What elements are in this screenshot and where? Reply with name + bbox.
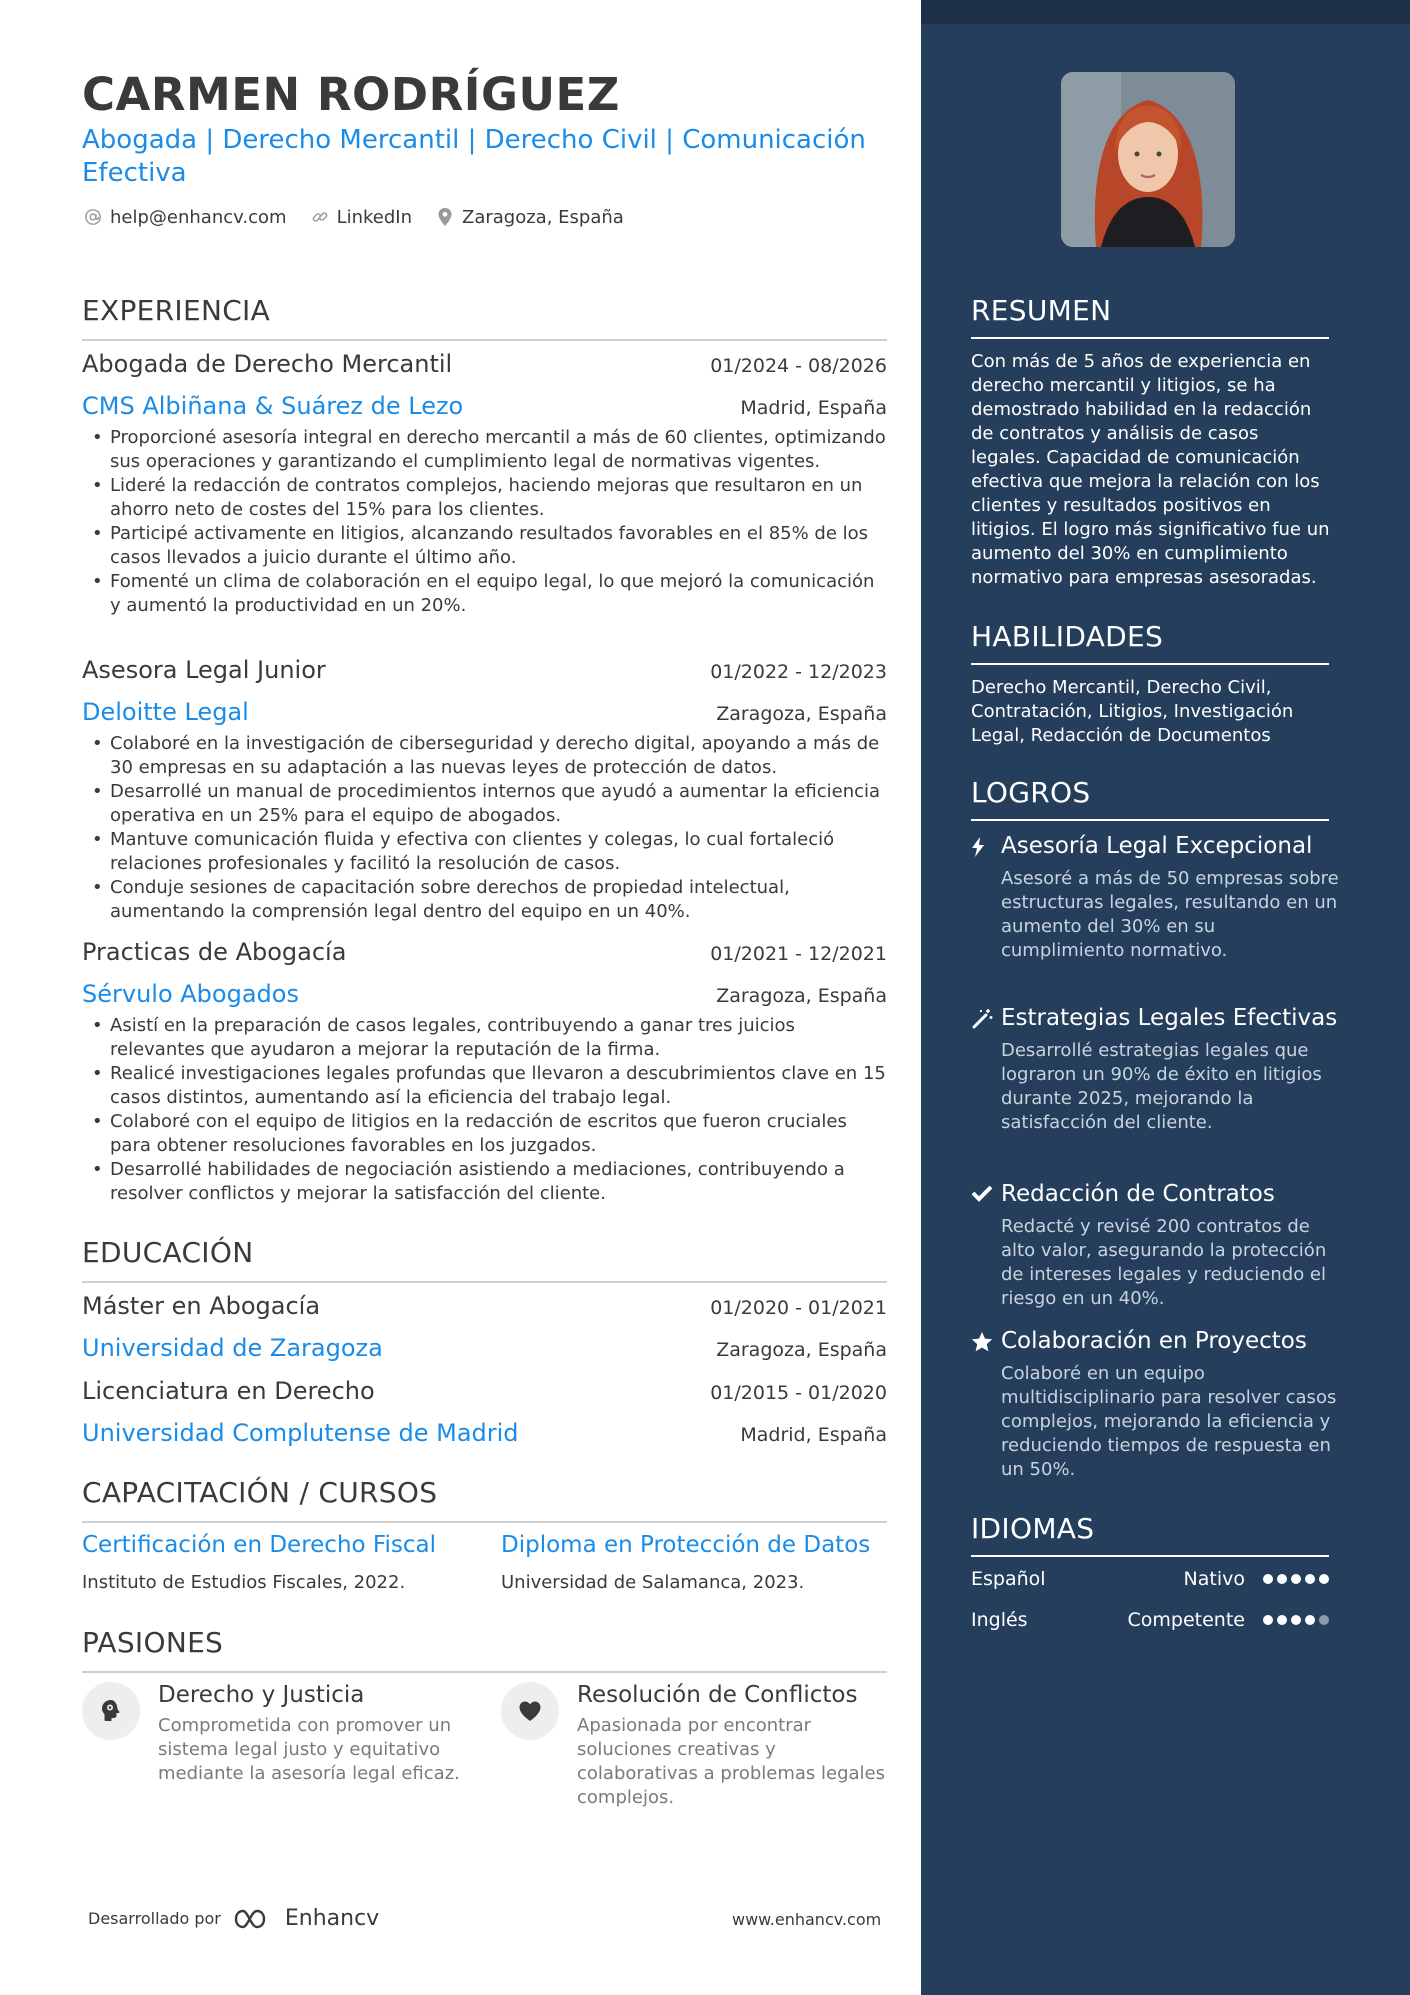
bullet: • Colaboré con el equipo de litigios en la redacción de escritos que fueron cruciales para obtener resoluciones favorables en los juzgados. (82, 1110, 887, 1158)
achievement-title: Colaboración en Proyectos (1001, 1328, 1307, 1354)
job-location: Madrid, España (740, 397, 887, 419)
enhancv-logo-icon (233, 1907, 279, 1931)
location-text: Zaragoza, España (462, 206, 624, 228)
bullet: • Lideré la redacción de contratos complejos, haciendo mejoras que resultaron en un ahorro neto de costes del 15% para los clientes. (82, 474, 887, 522)
profile-photo (1061, 72, 1235, 247)
job-location: Zaragoza, España (716, 703, 887, 725)
language-rating (1259, 1574, 1329, 1584)
contact-bar (82, 206, 646, 228)
brand-name: Enhancv (284, 1906, 380, 1931)
language-name: Español (971, 1568, 1046, 1590)
achievement-title: Redacción de Contratos (1001, 1181, 1275, 1207)
bullet: • Fomenté un clima de colaboración en el equipo legal, lo que mejoró la comunicación y aumentó la productividad en un 20%. (82, 570, 887, 618)
sidebar (921, 0, 1410, 1995)
enhancv-logo[interactable] (233, 1906, 379, 1931)
job-role: Abogada de Derecho Mercantil (82, 350, 453, 378)
school[interactable]: Universidad Complutense de Madrid (82, 1419, 519, 1447)
edu-dates: 01/2015 - 01/2020 (710, 1382, 887, 1404)
job-dates: 01/2021 - 12/2021 (710, 943, 887, 965)
edu-location: Madrid, España (740, 1424, 887, 1446)
checkmark-icon (971, 1180, 1001, 1311)
course-title[interactable]: Certificación en Derecho Fiscal (82, 1532, 436, 1558)
section-title-summary: RESUMEN (971, 294, 1329, 339)
contact-location (434, 206, 624, 228)
rating-dot (1291, 1574, 1301, 1584)
link-icon (309, 206, 331, 228)
job-bullets (82, 426, 887, 618)
course-subtitle: Universidad de Salamanca, 2023. (501, 1572, 805, 1593)
section-title-education: EDUCACIÓN (82, 1236, 887, 1283)
job-dates: 01/2022 - 12/2023 (710, 661, 887, 683)
section-title-passions: PASIONES (82, 1626, 887, 1673)
edu-dates: 01/2020 - 01/2021 (710, 1297, 887, 1319)
bullet: • Mantuve comunicación fluida y efectiva con clientes y colegas, lo cual fortaleció relaciones profesionales y facilitó la resolución de casos. (82, 828, 887, 876)
job-entry (82, 938, 887, 1206)
rating-dot (1277, 1574, 1287, 1584)
course-subtitle: Instituto de Estudios Fiscales, 2022. (82, 1572, 406, 1593)
section-title-experience: EXPERIENCIA (82, 294, 887, 341)
rating-dot (1305, 1615, 1315, 1625)
job-bullets (82, 1014, 887, 1206)
job-role: Practicas de Abogacía (82, 938, 347, 966)
achievement-desc: Colaboré en un equipo multidisciplinario para resolver casos complejos, mejorando la eficiencia y reduciendo tiempos de respuesta en un 50%. (1001, 1363, 1337, 1480)
magic-wand-icon (971, 1004, 1001, 1135)
job-company[interactable]: CMS Albiñana & Suárez de Lezo (82, 392, 464, 420)
sidebar-top-band (921, 0, 1410, 24)
rating-dot (1319, 1574, 1329, 1584)
language-entry (971, 1609, 1329, 1631)
education-entry (82, 1377, 887, 1447)
section-title-courses: CAPACITACIÓN / CURSOS (82, 1476, 887, 1523)
job-entry (82, 350, 887, 618)
achievement-entry (971, 1327, 1341, 1482)
language-level: Competente (1127, 1609, 1245, 1631)
section-title-skills: HABILIDADES (971, 620, 1329, 665)
section-title-languages: IDIOMAS (971, 1512, 1329, 1557)
achievement-entry (971, 1180, 1341, 1311)
course-entry (82, 1532, 482, 1593)
passion-title: Derecho y Justicia (158, 1682, 365, 1708)
course-title[interactable]: Diploma en Protección de Datos (501, 1532, 871, 1558)
education-entry (82, 1292, 887, 1362)
location-pin-icon (434, 206, 456, 228)
rating-dot (1277, 1615, 1287, 1625)
school[interactable]: Universidad de Zaragoza (82, 1334, 383, 1362)
bolt-icon (971, 832, 1001, 963)
footer-credit (88, 1906, 379, 1931)
achievement-entry (971, 832, 1341, 963)
bullet: • Asistí en la preparación de casos legales, contribuyendo a ganar tres juicios relevantes que ayudaron a mejorar la reputación de la firma. (82, 1014, 887, 1062)
achievement-entry (971, 1004, 1341, 1135)
job-company[interactable]: Deloitte Legal (82, 698, 249, 726)
linkedin-text: LinkedIn (336, 206, 412, 228)
rating-dot (1319, 1615, 1329, 1625)
language-name: Inglés (971, 1609, 1028, 1631)
brain-head-icon (82, 1682, 140, 1740)
course-entry (501, 1532, 901, 1593)
rating-dot (1305, 1574, 1315, 1584)
language-rating (1259, 1615, 1329, 1625)
developed-by-label: Desarrollado por (88, 1909, 221, 1928)
job-bullets (82, 732, 887, 924)
rating-dot (1263, 1574, 1273, 1584)
email-text: help@enhancv.com (110, 206, 287, 228)
achievement-desc: Desarrollé estrategias legales que lograron un 90% de éxito en litigios durante 2025, mejorando la satisfacción del cliente. (1001, 1040, 1322, 1133)
passion-desc: Comprometida con promover un sistema legal justo y equitativo mediante la asesoría legal eficaz. (158, 1715, 460, 1784)
edu-location: Zaragoza, España (716, 1339, 887, 1361)
section-title-achievements: LOGROS (971, 776, 1329, 821)
headline: Abogada | Derecho Mercantil | Derecho Civil | Comunicación Efectiva (82, 125, 866, 188)
bullet: • Colaboré en la investigación de ciberseguridad y derecho digital, apoyando a más de 30 empresas en su adaptación a las nuevas leyes de protección de datos. (82, 732, 887, 780)
achievement-title: Asesoría Legal Excepcional (1001, 833, 1313, 859)
language-level: Nativo (1183, 1568, 1245, 1590)
star-icon (971, 1327, 1001, 1482)
job-location: Zaragoza, España (716, 985, 887, 1007)
achievement-desc: Redacté y revisé 200 contratos de alto valor, asegurando la protección de intereses legales y reduciendo el riesgo en un 40%. (1001, 1216, 1327, 1309)
candidate-name: CARMEN RODRÍGUEZ (82, 68, 620, 121)
degree: Máster en Abogacía (82, 1292, 321, 1320)
rating-dot (1291, 1615, 1301, 1625)
job-role: Asesora Legal Junior (82, 656, 326, 684)
bullet: • Proporcioné asesoría integral en derecho mercantil a más de 60 clientes, optimizando sus operaciones y garantizando el cumplimiento legal de normativas vigentes. (82, 426, 887, 474)
skills-text: Derecho Mercantil, Derecho Civil, Contratación, Litigios, Investigación Legal, Redacción de Documentos (971, 677, 1294, 746)
achievement-desc: Asesoré a más de 50 empresas sobre estructuras legales, resultando en un aumento del 30% en su cumplimiento normativo. (1001, 868, 1339, 961)
job-company[interactable]: Sérvulo Abogados (82, 980, 299, 1008)
footer-website[interactable]: www.enhancv.com (732, 1910, 882, 1929)
degree: Licenciatura en Derecho (82, 1377, 375, 1405)
job-dates: 01/2024 - 08/2026 (710, 355, 887, 377)
passion-title: Resolución de Conflictos (577, 1682, 858, 1708)
language-entry (971, 1568, 1329, 1590)
summary-text: Con más de 5 años de experiencia en derecho mercantil y litigios, se ha demostrado habilidad en la redacción de contratos y análisis de casos legales. Capacidad de comunicación efectiva que mejora la relación con los clientes y resultados positivos en litigios. El logro más significativo fue un aumento del 30% en cumplimiento normativo para empresas asesoradas. (971, 351, 1330, 588)
heart-icon (501, 1682, 559, 1740)
achievement-title: Estrategias Legales Efectivas (1001, 1005, 1338, 1031)
bullet: • Desarrollé habilidades de negociación asistiendo a mediaciones, contribuyendo a resolver conflictos y mejorar la satisfacción del cliente. (82, 1158, 887, 1206)
bullet: • Desarrollé un manual de procedimientos internos que ayudó a aumentar la eficiencia operativa en un 25% para el equipo de abogados. (82, 780, 887, 828)
bullet: • Participé activamente en litigios, alcanzando resultados favorables en el 85% de los casos llevados a juicio durante el último año. (82, 522, 887, 570)
bullet: • Conduje sesiones de capacitación sobre derechos de propiedad intelectual, aumentando la comprensión legal dentro del equipo en un 40%. (82, 876, 887, 924)
passion-entry (501, 1682, 901, 1810)
bullet: • Realicé investigaciones legales profundas que llevaron a descubrimientos clave en 15 casos distintos, aumentando así la eficiencia del trabajo legal. (82, 1062, 887, 1110)
at-icon (82, 206, 104, 228)
job-entry (82, 656, 887, 924)
contact-email[interactable] (82, 206, 287, 228)
contact-linkedin[interactable] (309, 206, 412, 228)
passion-desc: Apasionada por encontrar soluciones creativas y colaborativas a problemas legales complejos. (577, 1715, 885, 1808)
passion-entry (82, 1682, 482, 1786)
rating-dot (1263, 1615, 1273, 1625)
